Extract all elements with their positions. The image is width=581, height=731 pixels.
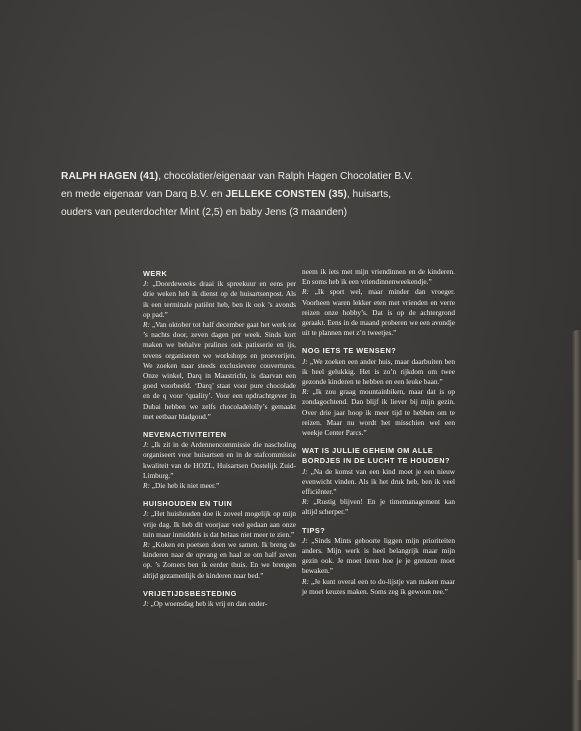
answer-text: „Op woensdag heb ik vrij en dan onder- <box>150 599 268 609</box>
article-column-left <box>143 269 296 609</box>
speaker-label-r: R: <box>143 320 150 330</box>
section-heading-wensen: NOG IETS TE WENSEN? <box>302 346 397 356</box>
intro-header <box>61 168 561 222</box>
speaker-label-r: R: <box>143 481 150 491</box>
speaker-label-r: R: <box>302 287 309 297</box>
answer-text: „Doordeweeks draai ik spreekuur en eens per drie weken heb ik dienst op de huisartsenpost. Als ik een terminale patiënt heb, ben ik ook ’s avonds op pad.” <box>143 279 296 319</box>
speaker-label-j: J: <box>143 509 149 519</box>
speaker-label-j: J: <box>302 535 308 545</box>
header-line-3: ouders van peuterdochter Mint (2,5) en baby Jens (3 maanden) <box>61 207 347 218</box>
role-jelleke: , huisarts, <box>346 189 392 200</box>
speaker-label-r: R: <box>302 576 309 586</box>
speaker-label-j: J: <box>302 356 308 366</box>
answer-text: „Na de komst van een kind moet je een nieuw evenwicht vinden. Als ik het druk heb, ben ik veel efficiënter.” <box>302 466 456 497</box>
speaker-label-j: J: <box>302 466 308 476</box>
section-heading-werk: WERK <box>143 269 168 278</box>
answer-text: „Ik sport wel, maar minder dan vroeger. Voorheen waren lekker eten met vrienden en verre reizen onze hobby’s. Dat is op de achtergrond geraakt. Eens in de maand proberen we een avondje uit te plannen met z’n tweetjes.” <box>302 287 455 338</box>
answer-r <box>302 387 455 438</box>
answer-j <box>143 440 296 481</box>
answer-j <box>302 467 455 498</box>
answer-text: „Rustig blijven! En je timemanagement kan altijd scherper.” <box>302 497 455 517</box>
name-ralph: RALPH HAGEN (41) <box>61 171 159 182</box>
answer-r <box>143 540 296 581</box>
answer-text: „Van oktober tot half december gaat het werk tot ’s nachts door, zeven dagen per week. Sinds kort maken we behalve pralines ook patisserie en ijs, tevens organiseren we workshops en proeverijen. We zoeken naar steeds exclusievere couvertures. Onze winkel, Darq in Maastricht, is daarvan een goed voorbeeld. ‘Darq’ staat voor pure chocolade en de q voor ‘quality’. Voor een opdrachtgever in Dubai hebben we zelfs chocoladelolly’s gemaakt met eetbaar bladgoud.” <box>143 320 297 421</box>
answer-r <box>302 287 455 338</box>
answer-r <box>302 497 455 517</box>
answer-text: „Koken en poetsen doen we samen. Ik breng de kinderen naar de opvang en haal ze om half zeven op. ’s Zomers ben ik eerder thuis. En we brengen altijd gezamenlijk de kinderen naar bed.” <box>143 540 296 580</box>
answer-j <box>143 279 296 320</box>
section-heading-nevenactiviteiten: NEVENACTIVITEITEN <box>143 430 227 440</box>
role-ralph: , chocolatier/eigenaar van Ralph Hagen Chocolatier B.V. <box>158 171 413 182</box>
answer-r <box>302 577 455 597</box>
answer-j <box>143 509 296 540</box>
section-heading-huishouden: HUISHOUDEN EN TUIN <box>143 499 233 509</box>
speaker-label-j: J: <box>143 279 149 289</box>
answer-text: „Ik zit in de Ardennencommissie die nascholing organiseert voor huisartsen en in de stafcommissie kwaliteit van de HOZL, Huisartsen Oostelijk Zuid-Limburg.” <box>143 440 296 480</box>
background-highlight <box>577 560 581 680</box>
answer-text: „We zoeken een ander huis, maar daarbuiten ben ik heel gelukkig. Het is zo’n rijkdom om twee gezonde kinderen te hebben en een leuke baan.” <box>302 356 455 387</box>
answer-j-continued: neem ik iets met mijn vriendinnen en de kinderen. En soms heb ik een vriendinnenweekendje.” <box>302 267 455 287</box>
answer-r <box>143 320 296 422</box>
speaker-label-j: J: <box>143 599 149 609</box>
section-heading-geheim: WAT IS JULLIE GEHEIM OM ALLE BORDJES IN DE LUCHT TE HOUDEN? <box>302 446 450 466</box>
answer-text: „Sinds Mints geboorte liggen mijn prioriteiten anders. Mijn werk is heel belangrijk maar mijn gezin ook. Je moet leren hoe je je grenzen moet bewaken.” <box>302 535 455 576</box>
answer-j <box>143 599 296 609</box>
speaker-label-r: R: <box>302 497 309 507</box>
answer-text: „Je kunt overal een to do-lijstje van maken maar je moet keuzes maken. Soms zeg ik gewoon nee.” <box>302 576 455 596</box>
header-line-2 <box>61 186 561 204</box>
speaker-label-r: R: <box>302 387 309 397</box>
speaker-label-r: R: <box>143 540 150 550</box>
answer-j <box>302 536 455 577</box>
answer-text: „Die heb ik niet meer.” <box>151 481 220 491</box>
role-ralph-cont: en mede eigenaar van Darq B.V. en <box>61 189 226 200</box>
section-heading-tips: TIPS? <box>302 525 326 535</box>
name-jelleke: JELLEKE CONSTEN (35) <box>225 189 347 200</box>
section-heading-vrijetijd: VRIJETIJDSBESTEDING <box>143 588 237 598</box>
article-column-right <box>302 269 455 597</box>
answer-j <box>302 357 455 388</box>
answer-r <box>143 481 296 491</box>
answer-text: „Ik zou graag mountainbiken, maar dat is op zondagochtend. Dan blijf ik liever bij mijn gezin. Over drie jaar hoop ik meer tijd te hebben om te reizen. Maar nu wordt het misschien wel een weekje Center Parcs.” <box>302 387 456 438</box>
header-line-1 <box>61 168 561 186</box>
speaker-label-j: J: <box>143 440 149 450</box>
answer-text: „Het huishouden doe ik zoveel mogelijk op mijn vrije dag. Ik heb dit voorjaar veel gedaan aan onze tuin maar inmiddels is dat belaas niet meer te zien.” <box>143 509 297 539</box>
